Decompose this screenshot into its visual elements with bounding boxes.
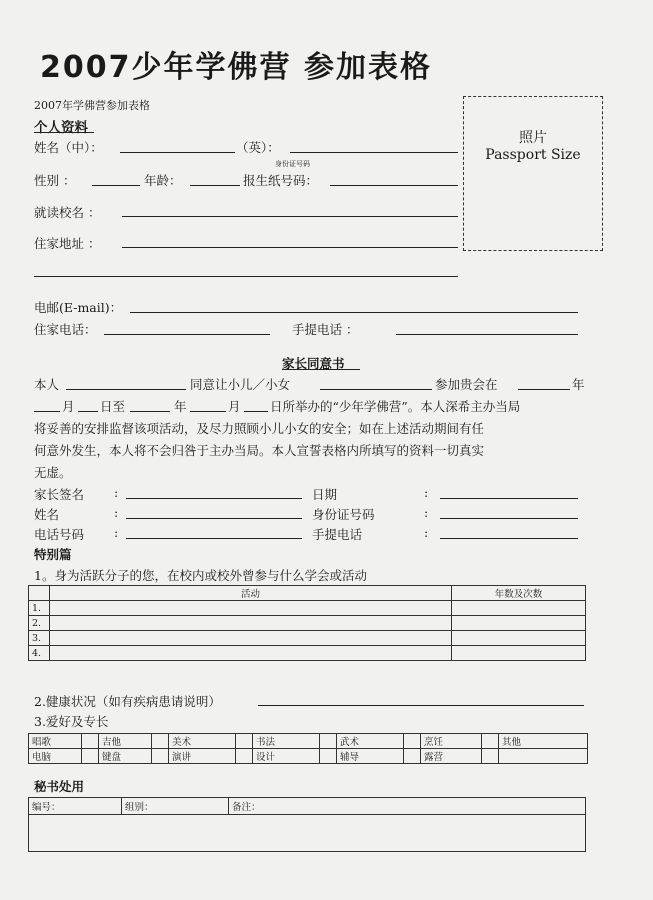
- hobby-checkbox[interactable]: [236, 734, 253, 749]
- colon: :: [114, 525, 119, 540]
- form-subtitle: 2007年学佛营参加表格: [34, 99, 150, 112]
- birth-cert-label: 报生纸号码：: [243, 173, 319, 188]
- form-title: 2007少年学佛营 参加表格: [40, 50, 432, 85]
- office-title: 秘书处用: [34, 779, 85, 794]
- consent-child-field[interactable]: [320, 389, 432, 390]
- consent-parent-field[interactable]: [66, 389, 186, 390]
- hobby-other-field[interactable]: [499, 749, 588, 764]
- consent-l1b: 同意让小儿／小女: [190, 377, 291, 392]
- consent-l2b: 日至: [100, 399, 126, 414]
- hobby-label: 美术: [169, 734, 236, 749]
- hobby-checkbox[interactable]: [404, 734, 421, 749]
- name-en-label: （英）：: [236, 140, 280, 155]
- hobby-checkbox[interactable]: [82, 734, 99, 749]
- mobile-field[interactable]: [396, 334, 578, 335]
- parent-ic-label: 身份证号码: [312, 507, 375, 522]
- consent-l1a: 本人: [34, 377, 60, 392]
- address-field-2[interactable]: [34, 276, 458, 277]
- activity-table: [28, 585, 586, 661]
- hobby-checkbox[interactable]: [152, 749, 169, 764]
- consent-l5: 无虚。: [34, 465, 72, 480]
- hobby-checkbox[interactable]: [320, 734, 337, 749]
- q1-text: 1。身为活跃分子的您，在校内或校外曾参与什么学会或活动: [34, 568, 367, 583]
- consent-l4: 何意外发生，本人将不会归咎于主办当局。本人宣誓表格内所填写的资料一切真实: [34, 443, 485, 458]
- row-number: 2.: [29, 616, 50, 631]
- birth-cert-field[interactable]: [330, 185, 458, 186]
- consent-day1-field[interactable]: [78, 411, 98, 412]
- name-en-field[interactable]: [290, 152, 458, 153]
- ic-note: 身份证号码: [275, 160, 310, 168]
- consent-month1-field[interactable]: [34, 411, 60, 412]
- hobby-label: 其他: [499, 734, 588, 749]
- photo-label: 照片: [519, 130, 547, 146]
- hobby-label: 唱歌: [29, 734, 82, 749]
- activity-cell[interactable]: [50, 631, 452, 646]
- parent-name-field[interactable]: [126, 518, 302, 519]
- photo-box[interactable]: [463, 96, 603, 251]
- office-remarks: 备注：: [229, 798, 586, 815]
- hobby-checkbox[interactable]: [320, 749, 337, 764]
- hobby-checkbox[interactable]: [482, 749, 499, 764]
- row-number: 4.: [29, 646, 50, 661]
- email-field[interactable]: [130, 312, 578, 313]
- hobby-label: 武术: [337, 734, 404, 749]
- consent-day2-field[interactable]: [244, 411, 268, 412]
- address-field-1[interactable]: [122, 247, 458, 248]
- home-phone-label: 住家电话：: [34, 322, 97, 337]
- activity-cell[interactable]: [50, 646, 452, 661]
- hobby-label: 设计: [253, 749, 320, 764]
- name-cn-label: 姓名（中）：: [34, 140, 103, 155]
- hobby-table: [28, 733, 588, 764]
- consent-l2c: 年: [174, 399, 187, 414]
- row-number: 3.: [29, 631, 50, 646]
- date-field[interactable]: [440, 498, 578, 499]
- colon: :: [424, 505, 429, 520]
- colon: :: [424, 525, 429, 540]
- hobby-label: 露营: [421, 749, 482, 764]
- table-row: [29, 631, 586, 646]
- date-label: 日期: [312, 487, 338, 502]
- hobby-checkbox[interactable]: [82, 749, 99, 764]
- hobby-checkbox[interactable]: [152, 734, 169, 749]
- table-row: [29, 601, 586, 616]
- q3-text: 3.爱好及专长: [34, 714, 109, 729]
- office-group: 组别：: [122, 798, 229, 815]
- q2-text: 2.健康状况（如有疾病患请说明）: [34, 694, 221, 709]
- col-activity: 活动: [50, 586, 452, 601]
- consent-l1c: 参加贵会在: [435, 377, 498, 392]
- activity-cell[interactable]: [50, 601, 452, 616]
- age-label: 年龄：: [144, 173, 182, 188]
- consent-year1-field[interactable]: [518, 389, 570, 390]
- parent-mobile-field[interactable]: [440, 538, 578, 539]
- phone-field[interactable]: [126, 538, 302, 539]
- gender-label: 性别 ：: [34, 173, 76, 188]
- hobby-label: 烹饪: [421, 734, 482, 749]
- hobby-label: 吉他: [99, 734, 152, 749]
- sign-field[interactable]: [126, 498, 302, 499]
- hobby-label: 电脑: [29, 749, 82, 764]
- activity-cell[interactable]: [50, 616, 452, 631]
- name-cn-field[interactable]: [120, 152, 235, 153]
- hobby-checkbox[interactable]: [236, 749, 253, 764]
- consent-l1d: 年: [572, 377, 585, 392]
- col-years: 年数及次数: [452, 586, 586, 601]
- colon: :: [424, 485, 429, 500]
- office-table: [28, 797, 586, 852]
- table-row: [29, 616, 586, 631]
- consent-l3: 将妥善的安排监督该项活动，及尽力照顾小儿小女的安全；如在上述活动期间有任: [34, 421, 485, 436]
- parent-mobile-label: 手提电话: [312, 527, 363, 542]
- consent-month2-field[interactable]: [190, 411, 226, 412]
- gender-field[interactable]: [92, 185, 140, 186]
- consent-l2d: 月: [228, 399, 241, 414]
- address-label: 住家地址 ：: [34, 236, 101, 251]
- special-title: 特别篇: [34, 547, 72, 562]
- consent-l2a: 月: [62, 399, 75, 414]
- mobile-label: 手提电话 ：: [292, 322, 359, 337]
- years-cell[interactable]: [452, 616, 586, 631]
- consent-year2-field[interactable]: [130, 411, 170, 412]
- phone-label: 电话号码: [34, 527, 85, 542]
- hobby-label: 键盘: [99, 749, 152, 764]
- hobby-label: 辅导: [337, 749, 404, 764]
- hobby-checkbox[interactable]: [482, 734, 499, 749]
- hobby-label: 书法: [253, 734, 320, 749]
- years-cell[interactable]: [452, 646, 586, 661]
- years-cell[interactable]: [452, 601, 586, 616]
- office-notes-area[interactable]: [29, 815, 586, 852]
- table-row: [29, 646, 586, 661]
- section-personal: 个人资料: [34, 120, 88, 136]
- colon: :: [114, 505, 119, 520]
- consent-l2e: 日所举办的“少年学佛营”。本人深希主办当局: [270, 399, 521, 414]
- health-field[interactable]: [258, 705, 584, 706]
- photo-label-en: Passport Size: [485, 147, 581, 163]
- office-number: 编号：: [29, 798, 122, 815]
- consent-title: 家长同意书: [282, 356, 345, 371]
- hobby-checkbox[interactable]: [404, 749, 421, 764]
- row-number: 1.: [29, 601, 50, 616]
- years-cell[interactable]: [452, 631, 586, 646]
- school-label: 就读校名 ：: [34, 205, 101, 220]
- hobby-label: 演讲: [169, 749, 236, 764]
- parent-name-label: 姓名: [34, 507, 60, 522]
- colon: :: [114, 485, 119, 500]
- school-field[interactable]: [122, 216, 458, 217]
- home-phone-field[interactable]: [104, 334, 270, 335]
- parent-ic-field[interactable]: [440, 518, 578, 519]
- age-field[interactable]: [190, 185, 240, 186]
- email-label: 电邮(E-mail)：: [34, 300, 123, 315]
- sign-label: 家长签名: [34, 487, 85, 502]
